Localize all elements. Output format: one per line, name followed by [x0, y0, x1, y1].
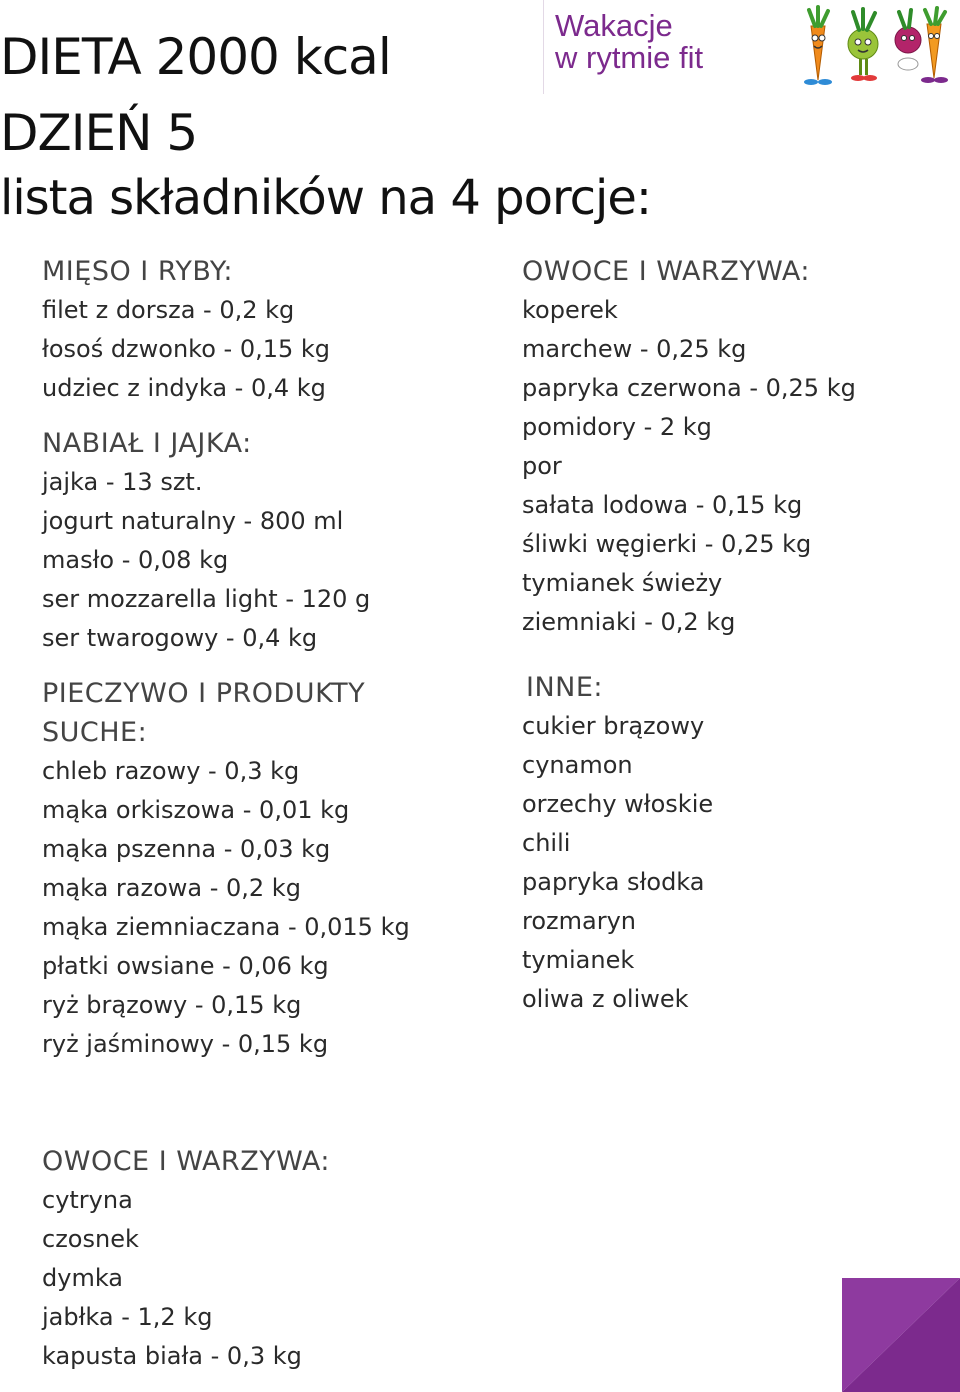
section-bread-dry	[42, 674, 482, 1064]
ingredient-item: mąka pszenna - 0,03 kg	[42, 835, 331, 863]
section-meat-fish	[42, 252, 482, 408]
ingredient-item: rozmaryn	[522, 907, 636, 935]
ingredient-item: filet z dorsza - 0,2 kg	[42, 296, 295, 324]
ingredient-item: udziec z indyka - 0,4 kg	[42, 374, 326, 402]
page-title-diet: DIETA 2000 kcal	[0, 28, 391, 86]
section-fruit-veg	[522, 252, 960, 642]
ingredient-item: cynamon	[522, 751, 633, 779]
section-dairy-eggs	[42, 424, 482, 658]
logo-divider	[543, 0, 544, 94]
section-heading: MIĘSO I RYBY:	[42, 256, 233, 287]
section-heading: PIECZYWO I PRODUKTY SUCHE:	[42, 678, 366, 748]
ingredient-item: orzechy włoskie	[522, 790, 714, 818]
logo-line-2: w rytmie fit	[555, 40, 704, 75]
ingredient-item: masło - 0,08 kg	[42, 546, 229, 574]
ingredient-item: mąka razowa - 0,2 kg	[42, 874, 301, 902]
ingredient-item: ser twarogowy - 0,4 kg	[42, 624, 318, 652]
ingredient-item: jogurt naturalny - 800 ml	[42, 507, 344, 535]
page-subtitle: lista składników na 4 porcje:	[0, 170, 652, 226]
ingredient-item: mąka ziemniaczana - 0,015 kg	[42, 913, 410, 941]
ingredient-item: śliwki węgierki - 0,25 kg	[522, 530, 812, 558]
section-heading: OWOCE I WARZYWA:	[522, 256, 810, 287]
ingredient-item: papryka czerwona - 0,25 kg	[522, 374, 856, 402]
ingredient-item: ser mozzarella light - 120 g	[42, 585, 371, 613]
ingredient-item: koperek	[522, 296, 618, 324]
ingredient-item: chleb razowy - 0,3 kg	[42, 757, 300, 785]
ingredient-item: tymianek świeży	[522, 569, 723, 597]
ingredient-item: jajka - 13 szt.	[42, 468, 203, 496]
right-column	[522, 252, 960, 1035]
ingredient-item: ryż jaśminowy - 0,15 kg	[42, 1030, 329, 1058]
ingredient-item: dymka	[42, 1264, 123, 1292]
ingredient-item: oliwa z oliwek	[522, 985, 689, 1013]
ingredient-item: pomidory - 2 kg	[522, 413, 712, 441]
ingredient-item: sałata lodowa - 0,15 kg	[522, 491, 803, 519]
bottom-column	[42, 1142, 482, 1392]
ingredient-item: por	[522, 452, 562, 480]
ingredient-item: papryka słodka	[522, 868, 705, 896]
section-heading: NABIAŁ I JAJKA:	[42, 428, 252, 459]
logo-line-1: Wakacje	[555, 8, 673, 43]
vegetable-mascots-icon	[785, 4, 957, 90]
section-heading: OWOCE I WARZYWA:	[42, 1146, 330, 1177]
ingredient-item: łosoś dzwonko - 0,15 kg	[42, 335, 331, 363]
ingredient-item: mąka orkiszowa - 0,01 kg	[42, 796, 350, 824]
section-fruit-veg-2	[42, 1142, 482, 1376]
logo	[543, 0, 960, 94]
page-title-day: DZIEŃ 5	[0, 104, 198, 162]
ingredient-item: płatki owsiane - 0,06 kg	[42, 952, 329, 980]
ingredient-item: jabłka - 1,2 kg	[42, 1303, 213, 1331]
ingredient-item: cukier brązowy	[522, 712, 705, 740]
section-other	[522, 668, 960, 1019]
left-column	[42, 252, 482, 1080]
ingredient-item: marchew - 0,25 kg	[522, 335, 747, 363]
ingredient-item: chili	[522, 829, 571, 857]
corner-triangle-decoration	[842, 1278, 960, 1392]
logo-text	[555, 10, 703, 74]
ingredient-item: tymianek	[522, 946, 635, 974]
ingredient-item: ziemniaki - 0,2 kg	[522, 608, 736, 636]
section-heading: INNE:	[526, 672, 604, 703]
ingredient-item: ryż brązowy - 0,15 kg	[42, 991, 302, 1019]
ingredient-item: cytryna	[42, 1186, 133, 1214]
ingredient-item: kapusta biała - 0,3 kg	[42, 1342, 302, 1370]
ingredient-item: czosnek	[42, 1225, 139, 1253]
